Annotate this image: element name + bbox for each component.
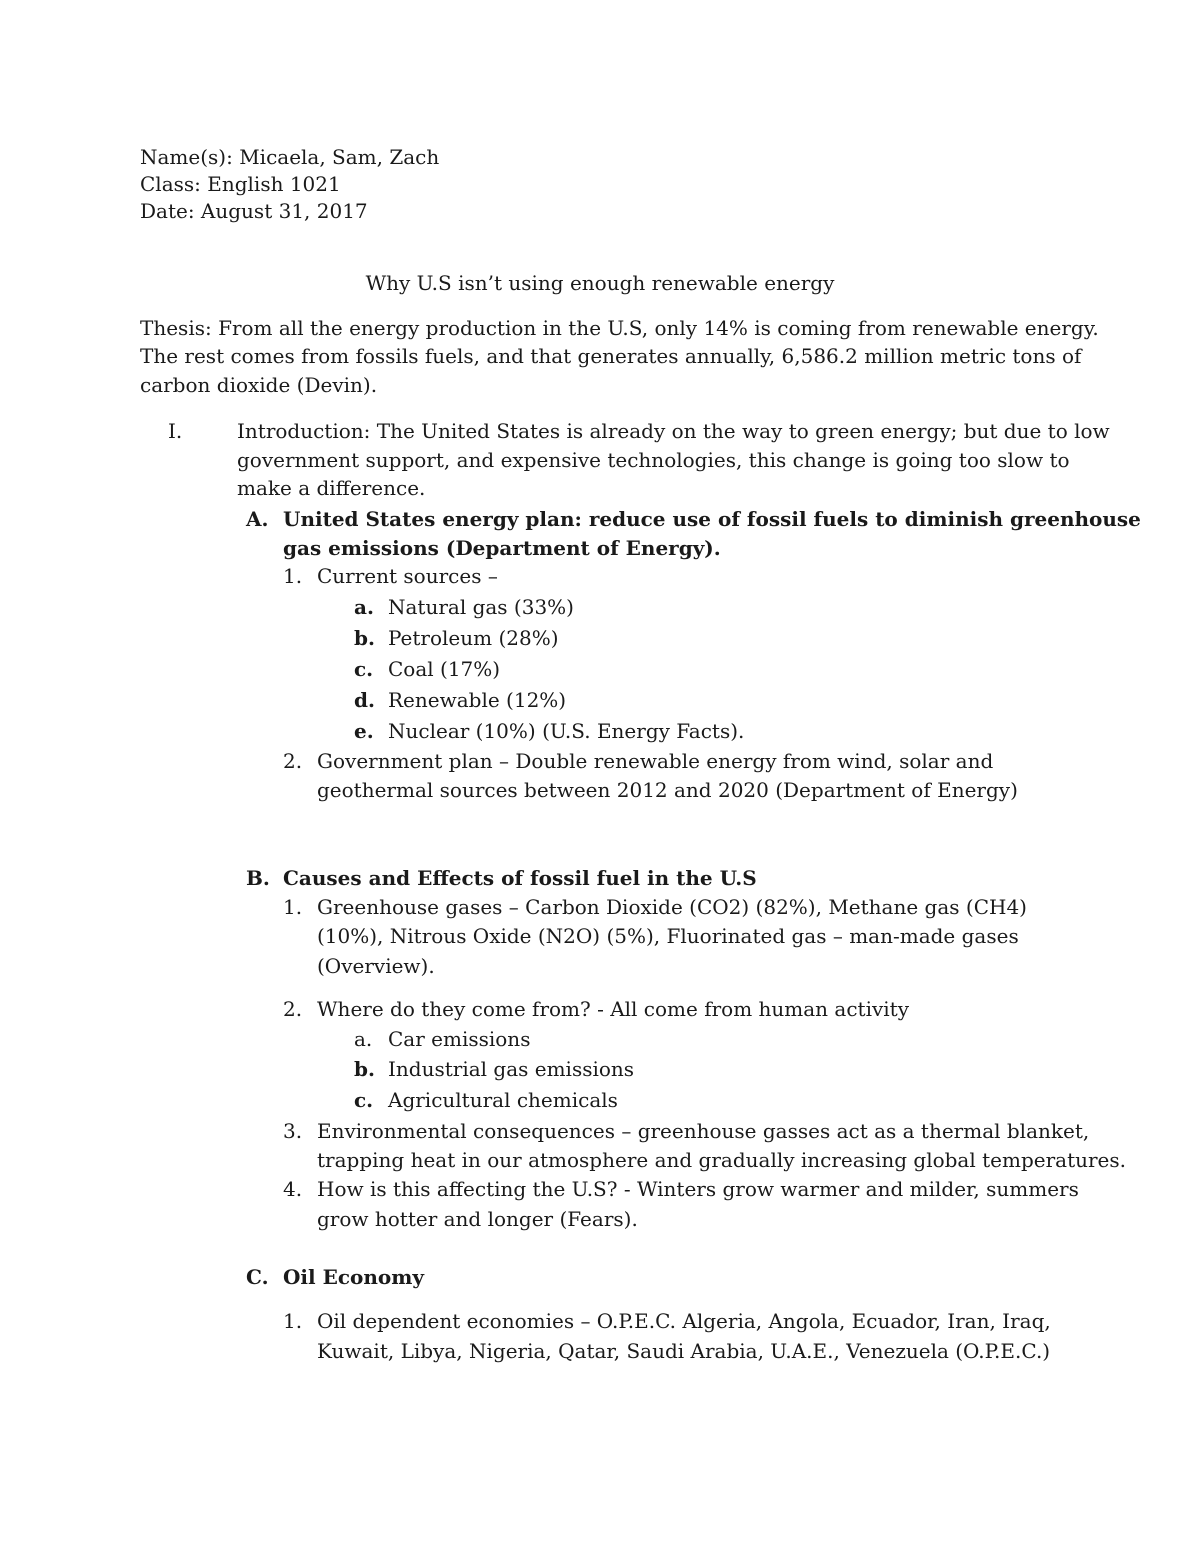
b-item-4-marker: 4. xyxy=(283,1177,303,1201)
a-item-2-line-2: geothermal sources between 2012 and 2020 (Department of Energy) xyxy=(317,778,1018,802)
source-item: Renewable (12%) xyxy=(388,688,567,712)
section-i-line-2: government support, and expensive technologies, this change is going too slow to xyxy=(237,448,1070,472)
source-marker: a. xyxy=(354,595,374,619)
b-item-3-line-2: trapping heat in our atmosphere and gradually increasing global temperatures. xyxy=(317,1148,1127,1172)
b-item-2-marker: 2. xyxy=(283,997,303,1021)
class-line: Class: English 1021 xyxy=(140,172,341,196)
b-item-1-line-1: Greenhouse gases – Carbon Dioxide (CO2) (82%), Methane gas (CH4) xyxy=(317,895,1027,919)
section-c-heading: Oil Economy xyxy=(283,1265,425,1289)
section-i-line-1: Introduction: The United States is already on the way to green energy; but due to low xyxy=(237,419,1110,443)
c-item-1-line-1: Oil dependent economies – O.P.E.C. Algeria, Angola, Ecuador, Iran, Iraq, xyxy=(317,1309,1051,1333)
b-item-4-line-1: How is this affecting the U.S? - Winters grow warmer and milder, summers xyxy=(317,1177,1079,1201)
origin-item: Agricultural chemicals xyxy=(388,1088,618,1112)
thesis-line-3: carbon dioxide (Devin). xyxy=(140,373,378,397)
date-line: Date: August 31, 2017 xyxy=(140,199,368,223)
b-item-3-line-1: Environmental consequences – greenhouse gasses act as a thermal blanket, xyxy=(317,1119,1090,1143)
source-marker: e. xyxy=(354,719,374,743)
source-marker: c. xyxy=(354,657,374,681)
section-i-line-3: make a difference. xyxy=(237,476,426,500)
section-b-marker: B. xyxy=(246,866,270,890)
c-item-1-line-2: Kuwait, Libya, Nigeria, Qatar, Saudi Arabia, U.A.E., Venezuela (O.P.E.C.) xyxy=(317,1339,1051,1363)
b-item-4-line-2: grow hotter and longer (Fears). xyxy=(317,1207,638,1231)
origin-item: Industrial gas emissions xyxy=(388,1057,635,1081)
origin-marker: a. xyxy=(354,1027,373,1051)
source-marker: d. xyxy=(354,688,375,712)
origin-item: Car emissions xyxy=(388,1027,531,1051)
b-item-1-line-2: (10%), Nitrous Oxide (N2O) (5%), Fluorinated gas – man-made gases xyxy=(317,924,1019,948)
origin-marker: c. xyxy=(354,1088,374,1112)
a-item-1-text: Current sources – xyxy=(317,564,498,588)
section-c-marker: C. xyxy=(246,1265,269,1289)
c-item-1-marker: 1. xyxy=(283,1309,303,1333)
a-item-2-marker: 2. xyxy=(283,749,303,773)
thesis-line-2: The rest comes from fossils fuels, and that generates annually, 6,586.2 million metric tons of xyxy=(140,344,1082,368)
section-a-heading-line-2: gas emissions (Department of Energy). xyxy=(283,536,721,560)
document-title: Why U.S isn’t using enough renewable energy xyxy=(365,271,835,295)
section-b-heading: Causes and Effects of fossil fuel in the U.S xyxy=(283,866,757,890)
names-line: Name(s): Micaela, Sam, Zach xyxy=(140,145,440,169)
b-item-1-marker: 1. xyxy=(283,895,303,919)
source-item: Natural gas (33%) xyxy=(388,595,574,619)
source-item: Nuclear (10%) (U.S. Energy Facts). xyxy=(388,719,745,743)
a-item-2-line-1: Government plan – Double renewable energy from wind, solar and xyxy=(317,749,994,773)
source-item: Petroleum (28%) xyxy=(388,626,559,650)
b-item-2-text: Where do they come from? - All come from human activity xyxy=(317,997,910,1021)
thesis-line-1: Thesis: From all the energy production in the U.S, only 14% is coming from renewable energy. xyxy=(140,316,1099,340)
source-marker: b. xyxy=(354,626,375,650)
b-item-1-line-3: (Overview). xyxy=(317,954,435,978)
a-item-1-marker: 1. xyxy=(283,564,303,588)
b-item-3-marker: 3. xyxy=(283,1119,303,1143)
section-a-marker: A. xyxy=(246,507,269,531)
section-i-marker: I. xyxy=(168,419,183,443)
source-item: Coal (17%) xyxy=(388,657,501,681)
section-a-heading-line-1: United States energy plan: reduce use of fossil fuels to diminish greenhouse xyxy=(283,507,1141,531)
origin-marker: b. xyxy=(354,1057,375,1081)
